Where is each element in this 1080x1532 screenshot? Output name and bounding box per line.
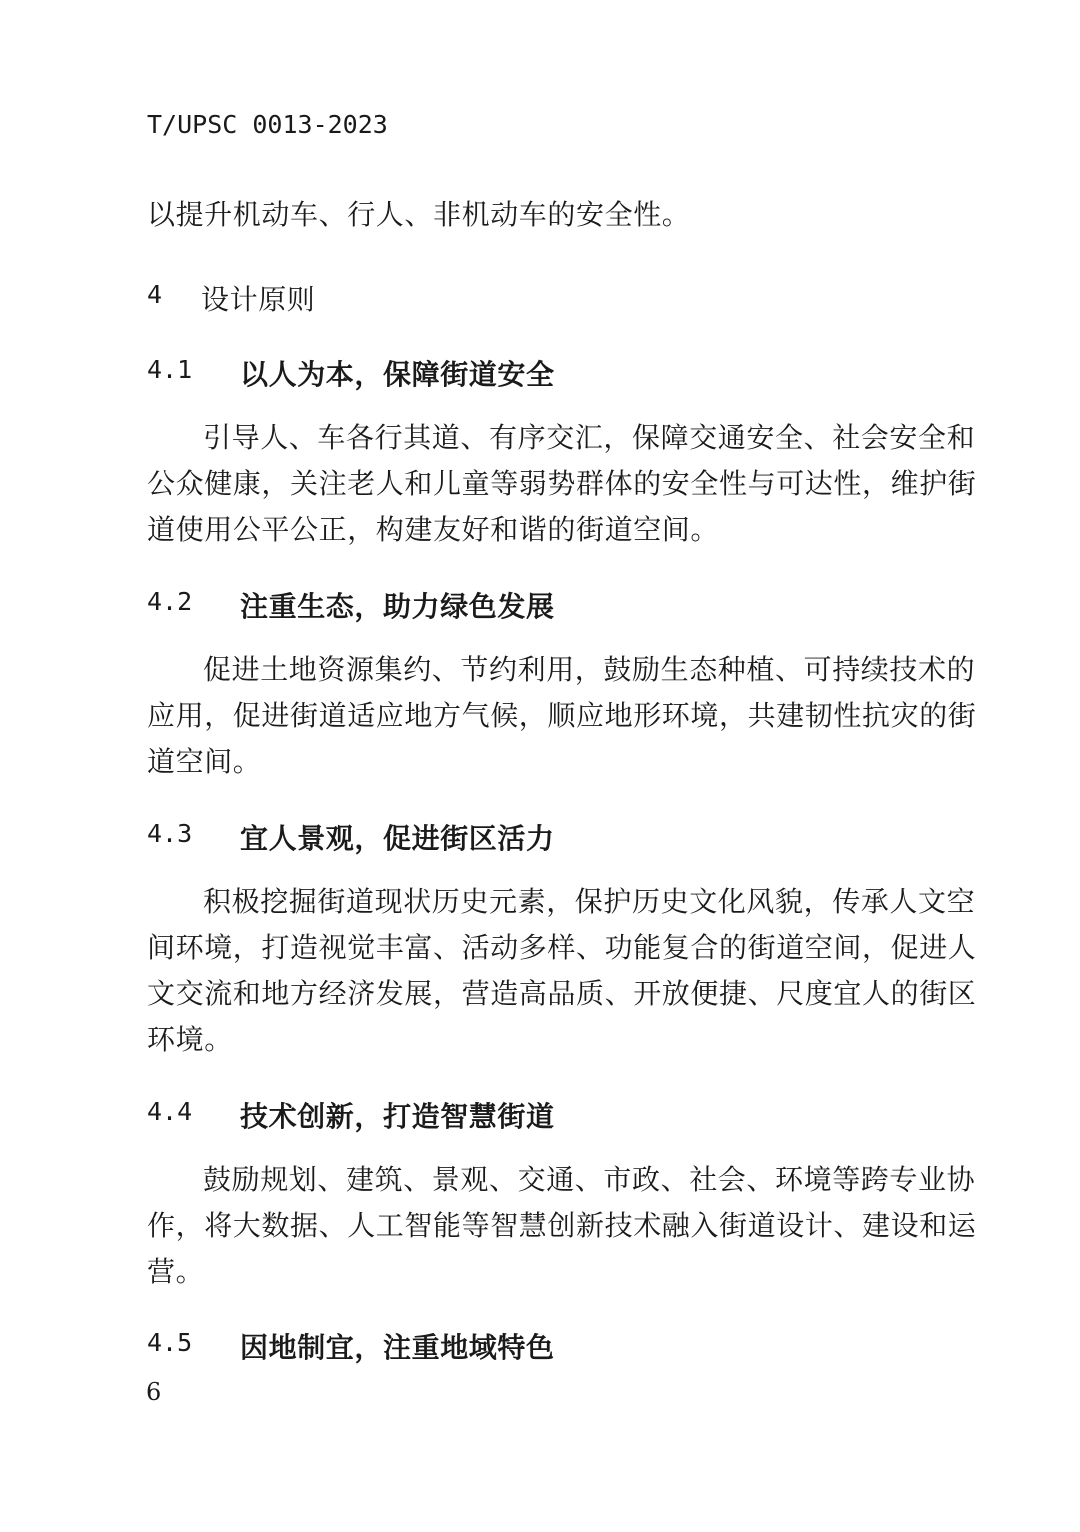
chapter-title: 设计原则 <box>201 283 316 316</box>
section-number: 4.5 <box>147 1328 193 1357</box>
paragraph-line: 积极挖掘街道现状历史元素，保护历史文化风貌，传承人文空 <box>203 885 976 918</box>
section-title: 注重生态，助力绿色发展 <box>240 590 555 623</box>
section-title: 技术创新，打造智慧街道 <box>240 1100 555 1133</box>
paragraph-line: 促进土地资源集约、节约利用，鼓励生态种植、可持续技术的 <box>203 653 976 686</box>
paragraph-line: 作，将大数据、人工智能等智慧创新技术融入街道设计、建设和运 <box>147 1209 977 1242</box>
section-title: 因地制宜，注重地域特色 <box>240 1331 555 1364</box>
page-number: 6 <box>146 1378 162 1406</box>
chapter-number: 4 <box>147 280 163 309</box>
paragraph-line: 道使用公平公正，构建友好和谐的街道空间。 <box>147 513 720 546</box>
paragraph-line: 鼓励规划、建筑、景观、交通、市政、社会、环境等跨专业协 <box>203 1163 976 1196</box>
section-title: 以人为本，保障街道安全 <box>240 358 555 391</box>
section-number: 4.3 <box>147 819 193 848</box>
paragraph-line: 间环境，打造视觉丰富、活动多样、功能复合的街道空间，促进人 <box>147 931 977 964</box>
paragraph-line: 公众健康，关注老人和儿童等弱势群体的安全性与可达性，维护街 <box>147 467 977 500</box>
paragraph-line: 环境。 <box>147 1023 233 1056</box>
paragraph-line: 道空间。 <box>147 745 262 778</box>
section-title: 宜人景观，促进街区活力 <box>240 822 555 855</box>
paragraph-line: 引导人、车各行其道、有序交汇，保障交通安全、社会安全和 <box>203 421 976 454</box>
paragraph-line: 应用，促进街道适应地方气候，顺应地形环境，共建韧性抗灾的街 <box>147 699 977 732</box>
paragraph-line: 营。 <box>147 1255 205 1288</box>
section-number: 4.2 <box>147 587 193 616</box>
section-number: 4.4 <box>147 1097 193 1126</box>
paragraph-line: 文交流和地方经济发展，营造高品质、开放便捷、尺度宜人的街区 <box>147 977 977 1010</box>
section-number: 4.1 <box>147 355 193 384</box>
document-code: T/UPSC 0013-2023 <box>147 110 388 139</box>
intro-line: 以提升机动车、行人、非机动车的安全性。 <box>147 198 691 231</box>
